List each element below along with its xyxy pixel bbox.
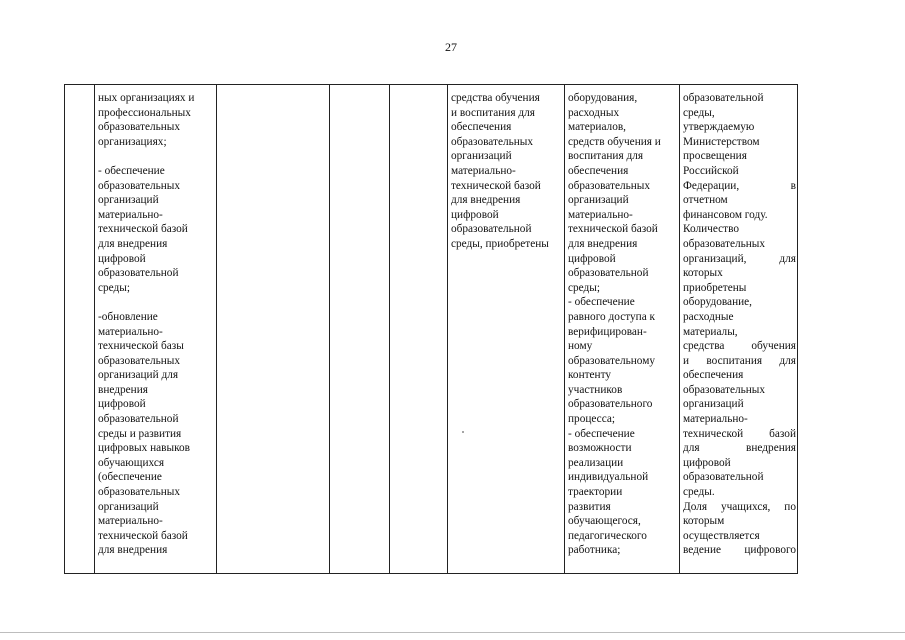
cell-line: профессиональных [98,106,191,119]
cell-line: траектории [568,486,623,499]
cell-line: образовательной [683,471,764,484]
table-cell-index [65,85,95,574]
cell-line: цифровой [683,456,731,469]
cell-line: материалы, [683,325,738,338]
cell-line: которых [683,267,723,280]
cell-line: среды; [568,281,601,294]
cell-line: образовательных [451,135,534,148]
cell-line: технической базой [451,179,541,192]
cell-line: просвещения [683,150,747,163]
cell-line: расходные [683,310,734,323]
cell-line: организаций для [98,369,179,382]
cell-line: образовательных [98,121,181,134]
cell-line: Министерством [683,135,760,148]
cell-text-characteristics [565,85,679,558]
cell-line [98,295,215,310]
cell-line: развития [568,500,611,513]
cell-line: организаций [683,398,744,411]
cell-line: верифицирован- [568,325,647,338]
cell-line: образовательной [98,413,179,426]
cell-line: обучающегося, [568,515,641,528]
cell-line: участников [568,383,623,396]
table-cell-result [448,85,565,574]
table-cell-empty-3 [390,85,448,574]
cell-line: организаций, для [683,252,796,265]
cell-line: материально- [98,208,163,221]
cell-line: организаций [568,194,629,207]
cell-line: и воспитания для [451,106,535,119]
cell-line: технической базы [98,340,184,353]
cell-line: отчетном [683,194,728,207]
cell-line: образовательной [451,223,532,236]
cell-line: цифровых навыков [98,442,190,455]
cell-line: ведение цифрового [683,544,796,557]
document-table [64,84,798,574]
cell-line: и воспитания для [683,354,796,367]
table-cell-empty-2 [330,85,390,574]
cell-line: (обеспечение [98,471,162,484]
cell-line: цифровой [451,208,499,221]
cell-line [98,149,215,164]
scan-speck [462,431,464,433]
cell-line: контенту [568,369,612,382]
cell-line: средства обучения [683,340,796,353]
cell-line: обучающихся [98,456,165,469]
cell-line: образовательной [568,267,649,280]
cell-line: утверждаемую [683,121,755,134]
cell-line: материалов, [568,121,626,134]
cell-line: среды и развития [98,427,182,440]
cell-line: образовательных [683,237,766,250]
cell-line: организаций [98,500,159,513]
cell-line: образовательной [683,92,764,104]
cell-line: для внедрения [98,237,168,250]
cell-line: для внедрения [98,544,168,557]
cell-line: расходных [568,106,620,119]
cell-line: образовательного [568,398,653,411]
table-cell-characteristics [565,85,680,574]
cell-line: средств обучения и [568,135,661,148]
cell-line: технической базой [568,223,658,236]
cell-line: образовательных [98,354,181,367]
cell-line: индивидуальной [568,471,649,484]
cell-line: работника; [568,544,621,557]
cell-line: педагогического [568,529,647,542]
cell-line: технической базой [98,223,188,236]
table-row [65,85,798,574]
cell-line: обеспечения [683,369,744,382]
cell-line: Федерации, в [683,179,796,192]
cell-line: воспитания для [568,150,644,163]
cell-line: организациях; [98,135,167,148]
cell-line: материально- [98,325,163,338]
cell-line: образовательных [98,486,181,499]
cell-line: оборудования, [568,92,638,104]
cell-line: ному [568,340,593,353]
cell-line: ных организациях и [98,92,195,104]
cell-line: для внедрения [683,442,796,455]
cell-line: обеспечения [568,164,629,177]
cell-line: которым [683,515,725,528]
cell-line: обеспечения [451,121,512,134]
cell-line: внедрения [98,383,148,396]
page-number: 27 [445,40,457,54]
cell-line: образовательных [98,179,181,192]
cell-line: среды, приобретены [451,237,549,250]
cell-line: Российской [683,164,739,177]
cell-line: материально- [451,164,516,177]
cell-line: финансовом году. [683,208,768,221]
cell-line: приобретены [683,281,747,294]
table-cell-tasks [95,85,217,574]
cell-line: - обеспечение [568,296,635,309]
table-cell-empty-1 [217,85,330,574]
cell-line: образовательных [568,179,651,192]
cell-line: материально- [683,413,748,426]
cell-line: образовательной [98,267,179,280]
cell-line: для внедрения [568,237,638,250]
cell-text-indicators [680,85,797,558]
cell-line: осуществляется [683,529,760,542]
scan-edge-line [0,632,905,633]
cell-line: - обеспечение [98,164,165,177]
cell-line: возможности [568,442,632,455]
cell-line: Доля учащихся, по [683,500,796,513]
cell-line: цифровой [98,398,146,411]
cell-line: организаций [451,150,512,163]
cell-line: технической базой [683,427,796,440]
cell-line: Количество [683,223,739,236]
cell-line: материально- [568,208,633,221]
cell-line: цифровой [98,252,146,265]
cell-line: реализации [568,456,624,469]
cell-line: среды, [683,106,715,119]
cell-line: оборудование, [683,296,753,309]
cell-line: материально- [98,515,163,528]
cell-line: среды. [683,486,715,499]
cell-line: -обновление [98,310,158,323]
table-cell-indicators [680,85,798,574]
cell-line: среды; [98,281,131,294]
cell-line: средства обучения [451,92,540,104]
cell-line: для внедрения [451,194,521,207]
cell-line: образовательных [683,383,766,396]
cell-line: организаций [98,194,159,207]
cell-text-result [448,85,564,252]
cell-line: цифровой [568,252,616,265]
cell-line: равного доступа к [568,310,656,323]
cell-line: - обеспечение [568,427,635,440]
cell-line: образовательному [568,354,656,367]
cell-text-tasks [95,85,216,558]
cell-line: технической базой [98,529,188,542]
cell-line: процесса; [568,413,616,426]
